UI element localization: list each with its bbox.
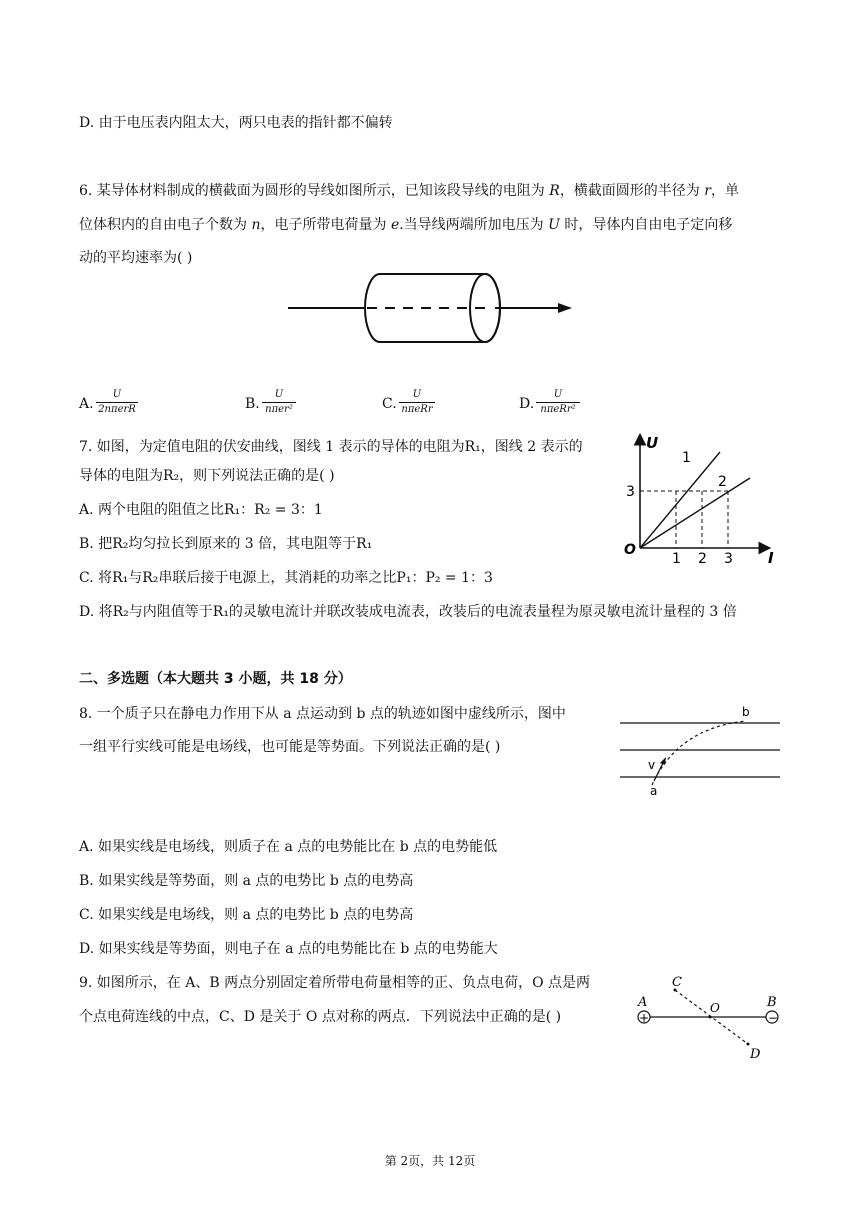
q6-option-c-fraction: U nπeRr bbox=[399, 389, 435, 416]
q8-option-a: A. 如果实线是电场线，则质子在 a 点的电势能比在 b 点的电势能低 bbox=[79, 839, 498, 855]
q9-point-d-label: D bbox=[750, 1047, 761, 1062]
q7-line-2: 导体的电阻为R₂，则下列说法正确的是( ) bbox=[79, 468, 335, 484]
q9-minus-sign: − bbox=[768, 1011, 779, 1025]
q7-graph-line-1-label: 1 bbox=[682, 450, 691, 466]
q7-graph-line-2-label: 2 bbox=[718, 474, 727, 490]
q7-graph-x-tick-2: 2 bbox=[698, 551, 707, 565]
q7-line-1: 7. 如图，为定值电阻的伏安曲线，图线 1 表示的导体的电阻为R₁，图线 2 表示的 bbox=[79, 439, 583, 455]
q7-graph-origin-label: O bbox=[624, 542, 636, 558]
q8-option-b: B. 如果实线是等势面，则 a 点的电势比 b 点的电势高 bbox=[79, 873, 414, 889]
q9-plus-sign: + bbox=[639, 1011, 650, 1025]
q9-point-b-label: B bbox=[767, 995, 777, 1010]
q6-option-a-fraction: U 2nπerR bbox=[96, 389, 138, 416]
q9-point-o-label: O bbox=[710, 1001, 720, 1015]
q9-line-1: 9. 如图所示，在 A、B 两点分别固定着所带电荷量相等的正、负点电荷，O 点是两 bbox=[79, 975, 591, 991]
q6-cylinder-figure bbox=[285, 270, 575, 350]
q7-option-a: A. 两个电阻的阻值之比R₁：R₂ = 3：1 bbox=[79, 502, 323, 518]
q8-point-a-label: a bbox=[650, 784, 658, 798]
q7-graph-x-axis-label: I bbox=[768, 549, 774, 565]
q9-point-c-label: C bbox=[672, 975, 682, 990]
q7-ui-graph bbox=[618, 430, 788, 565]
q6-line-3: 动的平均速率为( ) bbox=[79, 250, 193, 266]
q7-graph-y-tick: 3 bbox=[626, 484, 635, 500]
q6-option-a-label: A. bbox=[79, 396, 94, 412]
section-2-title: 二、多选题（本大题共 3 小题，共 18 分） bbox=[79, 671, 352, 687]
q8-option-c: C. 如果实线是电场线，则 a 点的电势比 b 点的电势高 bbox=[79, 907, 414, 923]
q7-graph-x-tick-3: 3 bbox=[724, 551, 733, 565]
q9-charges-figure bbox=[630, 972, 790, 1062]
q7-graph-y-axis-label: U bbox=[646, 434, 659, 452]
q5-option-d: D. 由于电压表内阻太大，两只电表的指针都不偏转 bbox=[79, 115, 393, 131]
q7-option-c: C. 将R₁与R₂串联后接于电源上，其消耗的功率之比P₁：P₂ = 1：3 bbox=[79, 570, 493, 586]
q8-point-b-label: b bbox=[742, 705, 750, 719]
q6-option-d-fraction: U nπeRr² bbox=[536, 389, 580, 416]
q7-option-d: D. 将R₂与内阻值等于R₁的灵敏电流计并联改装成电流表，改装后的电流表量程为原灵敏电流计量程的 3 倍 bbox=[79, 604, 737, 620]
q7-graph-x-tick-1: 1 bbox=[672, 551, 681, 565]
q6-option-b-fraction: U nπer² bbox=[262, 389, 296, 416]
q8-velocity-label: v bbox=[648, 758, 656, 772]
q9-line-2: 个点电荷连线的中点，C、D 是关于 O 点对称的两点．下列说法中正确的是( ) bbox=[79, 1009, 562, 1025]
q8-trajectory-figure bbox=[618, 703, 783, 798]
q8-line-2: 一组平行实线可能是电场线，也可能是等势面。下列说法正确的是( ) bbox=[79, 739, 501, 755]
q6-line-1: 6. 某导体材料制成的横截面为圆形的导线如图所示，已知该段导线的电阻为 R，横截面圆形的半径为 r，单 bbox=[79, 183, 739, 199]
q6-option-d-label: D. bbox=[519, 396, 535, 412]
page-footer: 第 2页，共 12页 bbox=[384, 1154, 476, 1168]
q8-line-1: 8. 一个质子只在静电力作用下从 a 点运动到 b 点的轨迹如图中虚线所示，图中 bbox=[79, 706, 566, 722]
q6-option-b-label: B. bbox=[245, 396, 260, 412]
q6-line-2: 位体积内的自由电子个数为 n，电子所带电荷量为 e.当导线两端所加电压为 U 时，导体内自由电子定向移 bbox=[79, 217, 733, 233]
q8-option-d: D. 如果实线是等势面，则电子在 a 点的电势能比在 b 点的电势能大 bbox=[79, 941, 498, 957]
q6-option-c-label: C. bbox=[382, 396, 397, 412]
q9-point-a-label: A bbox=[638, 995, 648, 1010]
q7-option-b: B. 把R₂均匀拉长到原来的 3 倍，其电阻等于R₁ bbox=[79, 536, 373, 552]
